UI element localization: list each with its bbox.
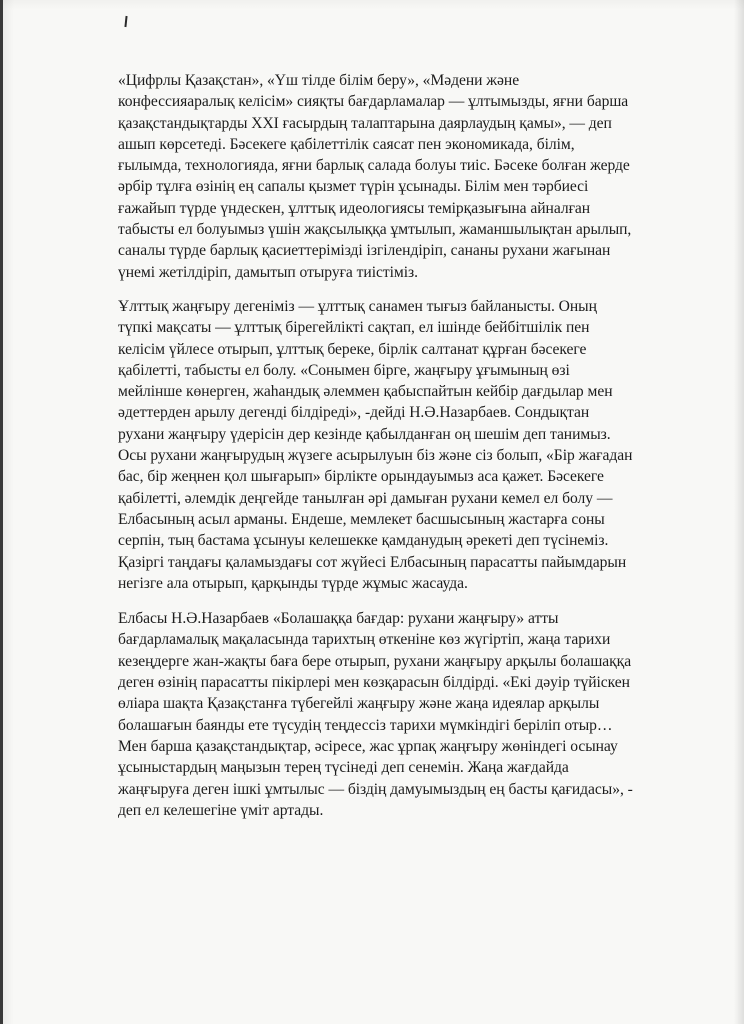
text-line: түпкі мақсаты — ұлттық бірегейлікті сақтап, ел ішінде бейбітшілік пен	[118, 319, 590, 337]
text-line: «Цифрлы Қазақстан», «Үш тілде білім беру», «Мәдени және	[118, 72, 520, 89]
paragraph-1	[118, 70, 700, 283]
scan-right-shadow	[734, 0, 744, 1024]
text-line: ғажайып түрде үндескен, ұлттық идеологиясы темірқазығына айналған	[118, 199, 591, 217]
text-line: саналы түрде барлық қасиеттерімізді ізгілендіріп, сананы рухани жағынан	[118, 242, 611, 260]
text-line: табысты ел болуымыз үшін жақсылыққа ұмтылып, жаманшылықтан арылып,	[118, 221, 632, 239]
text-line: конфессияаралық келісім» сияқты бағдарламалар — ұлтымызды, яғни барша	[118, 93, 629, 111]
text-line: қазақстандықтарды XXI ғасырдың талаптарына даярлаудың қамы», — деп	[118, 114, 612, 132]
text-line: қабілетті, табысты ел болу. «Сонымен бірге, жаңғыру ұғымының өзі	[118, 361, 570, 379]
text-line: Ұлттық жаңғыру дегеніміз — ұлттық санамен тығыз байланысты. Оның	[118, 297, 597, 315]
text-line: Мен барша қазақстандықтар, әсіресе, жас ұрпақ жаңғыру жөніндегі осынау	[118, 737, 618, 755]
text-line: деп ел келешегіне үміт артады.	[118, 801, 324, 819]
text-line: кезеңдерге жан-жақты баға бере отырып, рухани жаңғыру арқылы болашаққа	[118, 652, 632, 670]
text-line: деген өзінің парасатты пікірлері мен көзқарасын білдірді. «Екі дәуір түйіскен	[118, 674, 630, 692]
text-line: Елбасының асыл арманы. Ендеше, мемлекет басшысының жастарға соны	[118, 510, 605, 528]
text-line: қабілетті, әлемдік деңгейде танылған әрі дамыған рухани кемел ел болу —	[118, 489, 613, 507]
text-line: келісім үйлесе отырып, ұлттық береке, бірлік салтанат құрған бәсекеге	[118, 340, 587, 358]
text-line: әрбір тұлға өзінің ең сапалы қызмет түрін ұсынады. Білім мен тәрбиесі	[118, 178, 589, 196]
text-line: негізге ала отырып, қарқынды түрде жұмыс жасауда.	[118, 574, 468, 592]
text-line: болашағын баянды ете түсудің теңдессіз тарихи мүмкіндігі беріліп отыр…	[118, 716, 613, 734]
text-line: әдеттерден арылу дегенді білдіреді», -дейді Н.Ә.Назарбаев. Сондықтан	[118, 404, 590, 422]
text-line: Қазіргі таңдағы қаламыздағы сот жүйесі Елбасының парасатты пайымдарын	[118, 553, 627, 571]
document-body	[118, 70, 700, 821]
text-line: серпін, тың бастама ұсынуы келешекке қамданудың әрекеті деп түсінеміз.	[118, 532, 609, 550]
text-line: Осы рухани жаңғырудың жүзеге асырылуын біз және сіз болып, «Бір жағадан	[118, 447, 633, 465]
text-line: мейлінше көнерген, жаһандық әлеммен қабыспайтын кейбір дағдылар мен	[118, 383, 613, 401]
paragraph-2	[118, 296, 700, 594]
text-line: ұсыныстардың маңызын терең түсінеді деп сенемін. Жаңа жағдайда	[118, 759, 569, 777]
text-line: бас, бір жеңнен қол шығарып» бірлікте орындауымыз аса қажет. Бәсекеге	[118, 468, 604, 486]
text-line: Елбасы Н.Ә.Назарбаев «Болашаққа бағдар: рухани жаңғыру» атты	[118, 610, 559, 628]
text-line: үнемі жетілдіріп, дамытып отыруға тиістіміз.	[118, 263, 418, 281]
text-line: ғылымда, технологияда, яғни барлық салада болуы тиіс. Бәсеке болған жерде	[118, 157, 630, 175]
text-line: ашып көрсетеді. Бәсекеге қабілеттілік саясат пен экономикада, білім,	[118, 135, 575, 153]
paragraph-3	[118, 608, 700, 821]
text-line: бағдарламалық мақаласында тарихтың өткеніне көз жүгіртіп, жаңа тарихи	[118, 631, 611, 649]
scan-left-edge	[0, 0, 3, 1024]
text-line: өліара шақта Қазақстанға түбегейлі жаңғыру және жаңа идеялар арқылы	[118, 695, 600, 713]
text-line: рухани жаңғыру үдерісін дер кезінде қабылданған оң шешім деп танимыз.	[118, 425, 611, 443]
text-line: жаңғыруға деген ішкі ұмтылыс — біздің дамуымыздың ең басты қағидасы», -	[118, 780, 633, 798]
